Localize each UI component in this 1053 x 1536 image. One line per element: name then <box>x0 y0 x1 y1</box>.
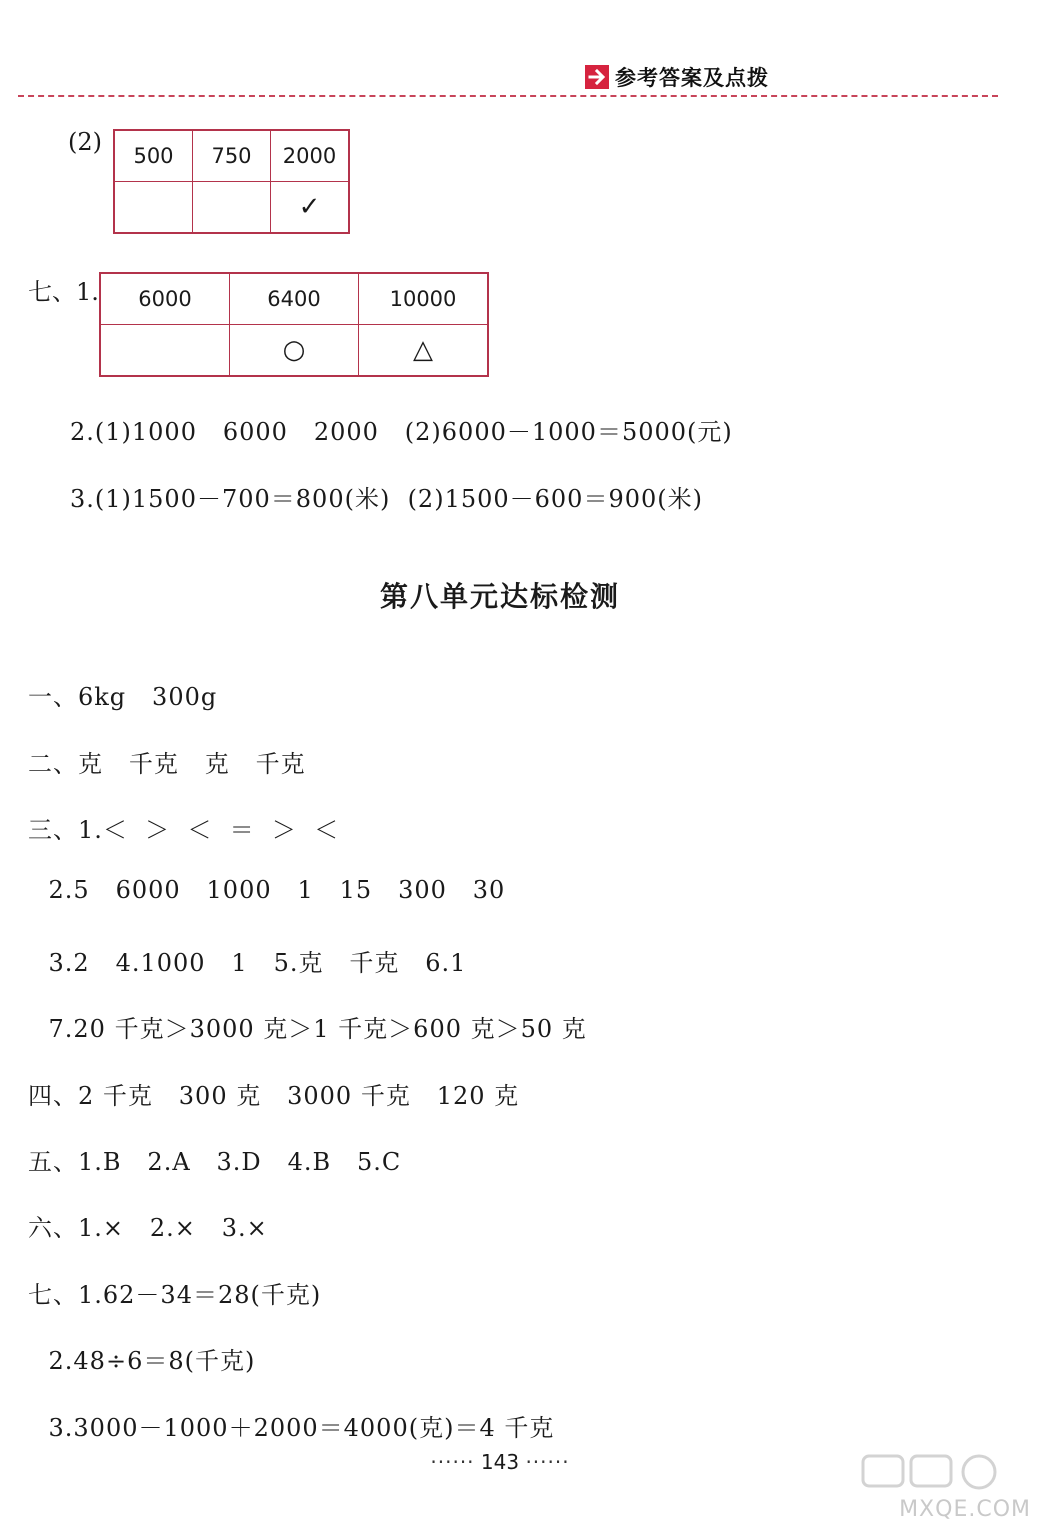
table-cell: 2000 <box>271 130 350 182</box>
triangle-mark-cell: △ <box>359 325 489 377</box>
watermark-text: MXQE.COM <box>899 1497 1031 1522</box>
answer-line: 六、1.× 2.× 3.× <box>28 1214 268 1242</box>
table-cell <box>193 182 271 234</box>
answer-line: 2.(1)1000 6000 2000 (2)6000－1000＝5000(元) <box>70 418 733 446</box>
page-number <box>0 1450 1000 1474</box>
table-cell: 750 <box>193 130 271 182</box>
answer-line: 3.3000－1000＋2000＝4000(克)＝4 千克 <box>14 1414 555 1442</box>
answer-line: 3.2 4.1000 1 5.克 千克 6.1 <box>14 949 467 977</box>
answer-line: 一、6kg 300g <box>28 683 218 711</box>
part-7-label: 七、1. <box>28 278 99 306</box>
page-header <box>585 62 769 92</box>
header-title: 参考答案及点拨 <box>615 66 769 90</box>
check-mark-cell: ✓ <box>271 182 350 234</box>
arrow-right-icon <box>585 65 609 89</box>
answer-line: 2.5 6000 1000 1 15 300 30 <box>14 876 506 904</box>
part-2-label: (2) <box>68 128 102 156</box>
dots-right: ······ <box>525 1450 570 1474</box>
answer-line: 三、1.＜ ＞ ＜ ＝ ＞ ＜ <box>28 816 340 844</box>
table-cell: 6000 <box>100 273 230 325</box>
answer-table-7 <box>99 272 489 377</box>
circle-mark-cell: ○ <box>230 325 359 377</box>
table-cell <box>100 325 230 377</box>
answer-line: 2.48÷6＝8(千克) <box>14 1347 256 1375</box>
dots-left: ······ <box>430 1450 475 1474</box>
header-divider <box>18 95 998 97</box>
table-cell: 500 <box>114 130 193 182</box>
answer-line: 七、1.62－34＝28(千克) <box>28 1281 322 1309</box>
table-cell <box>114 182 193 234</box>
answer-line: 四、2 千克 300 克 3000 千克 120 克 <box>28 1082 520 1110</box>
answer-line: 二、克 千克 克 千克 <box>28 750 306 778</box>
answer-line: 五、1.B 2.A 3.D 4.B 5.C <box>28 1148 402 1176</box>
table-cell: 6400 <box>230 273 359 325</box>
answer-line: 3.(1)1500－700＝800(米) (2)1500－600＝900(米) <box>70 485 703 513</box>
page-number-value: 143 <box>480 1450 520 1474</box>
table-cell: 10000 <box>359 273 489 325</box>
answer-table-2 <box>113 129 350 234</box>
section-title: 第八单元达标检测 <box>379 580 620 613</box>
answer-line: 7.20 千克＞3000 克＞1 千克＞600 克＞50 克 <box>14 1015 587 1043</box>
